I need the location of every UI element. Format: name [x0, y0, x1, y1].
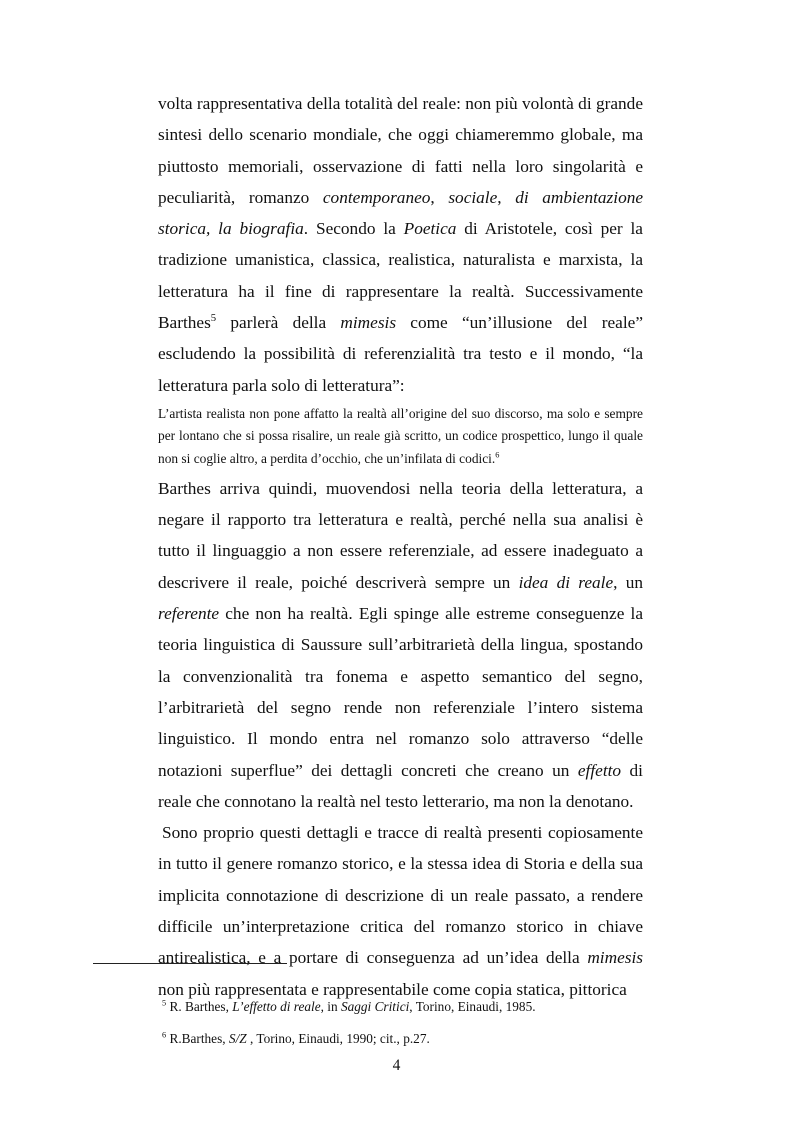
text-run: , un	[613, 572, 644, 592]
italic-text: S/Z	[228, 1031, 247, 1046]
footnote-ref: 5	[162, 998, 167, 1008]
text-run: volta rappresentativa della totalità del reale: non più volontà di grande sintesi dello scenario mondiale, che oggi chiameremmo globale, ma piuttosto memoriali, osservazione di fatti nella loro singolarità e peculiarità, romanzo	[158, 94, 643, 207]
text-run: che non ha realtà. Egli spinge alle estreme conseguenze la teoria linguistica di Saussure sull’arbitrarietà della lingua, spostando la convenzionalità tra fonema e aspetto semantico del segno, l’arbitrarietà del segno rende non referenziale l’intero sistema linguistico. Il mondo entra nel romanzo solo attraverso “delle notazioni superflue” dei dettagli concreti che creano un	[158, 604, 643, 780]
text-run: come “un’illusione del reale” escludendo la possibilità di referenzialità tra testo e il mondo, “la letteratura parla solo di letteratura”:	[158, 313, 643, 395]
text-run: , in	[320, 999, 341, 1014]
paragraph-1	[158, 88, 643, 401]
text-run: ,	[497, 187, 516, 207]
italic-text: idea di reale	[518, 572, 614, 592]
text-run: . Secondo la	[303, 219, 404, 239]
italic-text: Poetica	[403, 219, 457, 239]
footnote-separator	[93, 963, 287, 964]
text-run: Barthes arriva quindi, muovendosi nella teoria della letteratura, a negare il rapporto tra letteratura e realtà, perché nella sua analisi è tutto il linguaggio a non essere referenziale, ad essere inadeguato a descrivere il reale, poiché descriverà sempre un	[158, 478, 643, 592]
paragraph-2	[158, 473, 643, 817]
page-number: 4	[392, 1057, 401, 1074]
text-run: di reale che connotano la realtà nel testo letterario, ma non la denotano.	[158, 760, 643, 811]
text-run: R. Barthes,	[166, 999, 233, 1014]
text-run: , Torino, Einaudi, 1990; cit., p.27.	[246, 1031, 430, 1046]
footnote-ref: 5	[210, 312, 217, 325]
text-run: R.Barthes,	[166, 1031, 229, 1046]
text-run: parlerà della	[216, 313, 341, 333]
text-run: , Torino, Einaudi, 1985.	[409, 999, 536, 1014]
italic-text: Saggi Critici	[340, 999, 410, 1014]
text-run: non più rappresentata e rappresentabile come copia statica, pittorica	[158, 979, 627, 999]
italic-text: contemporaneo	[322, 187, 431, 207]
footnote-5	[162, 999, 536, 1015]
italic-text: L’effetto di reale	[232, 999, 321, 1014]
italic-text: sociale	[448, 187, 498, 207]
text-run: ,	[430, 187, 449, 207]
footnote-ref: 6	[495, 450, 500, 460]
block-quote	[158, 403, 643, 470]
paragraph-3	[158, 817, 643, 1005]
text-run: di Aristotele, così per la tradizione umanistica, classica, realistica, naturalista e marxista, la letteratura ha il fine di rappresentare la realtà. Successivamente Barthes	[158, 219, 643, 333]
italic-text: referente	[158, 604, 220, 624]
text-run: Sono proprio questi dettagli e tracce di realtà presenti copiosamente in tutto il genere romanzo storico, e la stessa idea di Storia e della sua implicita connotazione di descrizione di un reale passato, a rendere difficile un’interpretazione critica del romanzo storico in chiave antirealistica, e a portare di conseguenza ad un’idea della	[158, 823, 643, 968]
main-text	[158, 88, 643, 1005]
italic-text: di ambientazione storica, la biografia	[158, 187, 644, 239]
footnote-6	[162, 1031, 430, 1047]
footnote-ref: 6	[162, 1030, 167, 1040]
italic-text: mimesis	[340, 313, 397, 333]
italic-text: mimesis	[587, 948, 643, 968]
italic-text: effetto	[577, 760, 622, 780]
text-run: L’artista realista non pone affatto la realtà all’origine del suo discorso, ma solo e sempre per lontano che si possa risalire, un reale già scritto, un codice prospettico, lungo il quale non si coglie altro, a perdita d’occhio, che un’infilata di codici.	[158, 405, 643, 466]
